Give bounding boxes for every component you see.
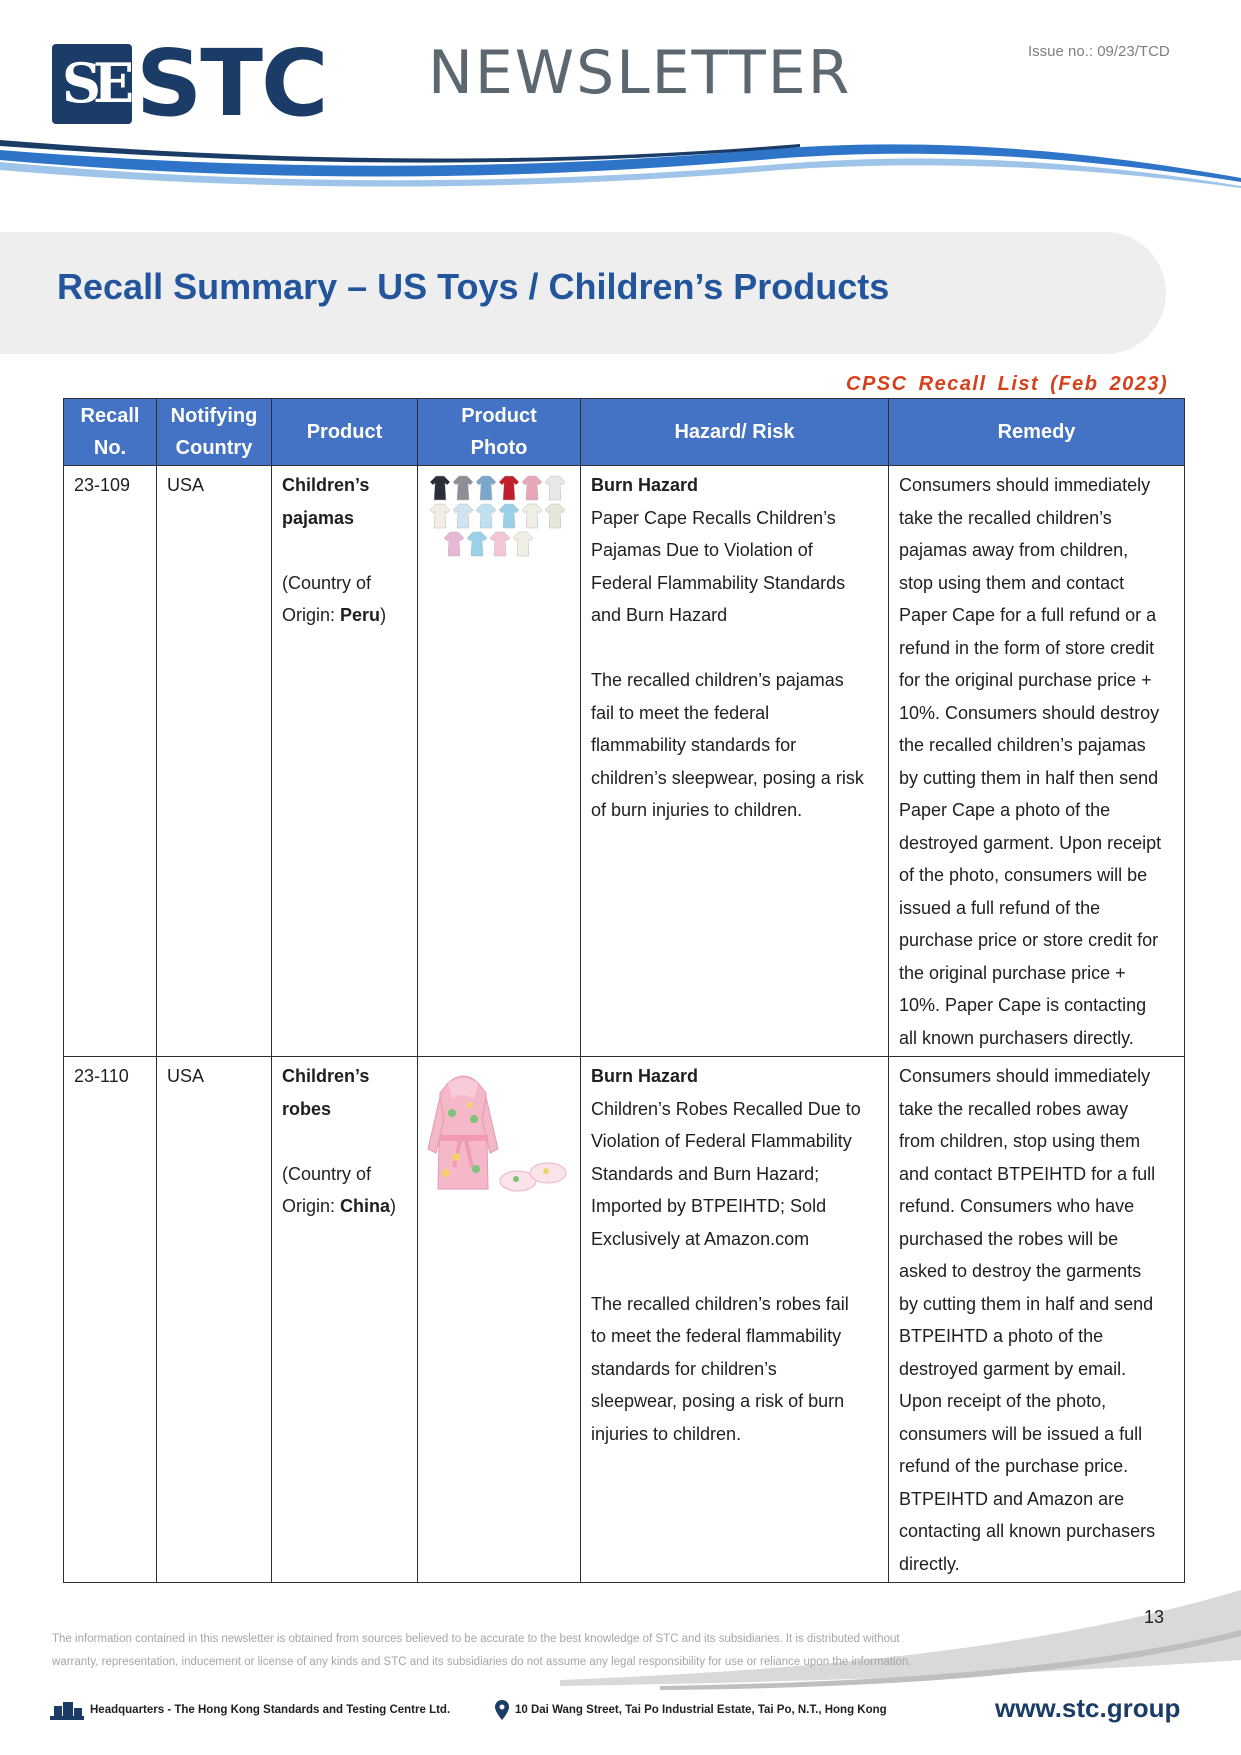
hazard-summary: Paper Cape Recalls Children’s Pajamas Due to Violation of Federal Flammability Standards and Burn Hazard bbox=[591, 507, 846, 625]
pajamas-photo bbox=[426, 472, 571, 560]
pajama-thumbnail bbox=[522, 476, 542, 500]
product-name: Children’s pajamas bbox=[282, 475, 370, 528]
product-cell bbox=[272, 466, 418, 1057]
pajama-thumbnail bbox=[467, 532, 487, 556]
stc-logo bbox=[52, 30, 352, 137]
pajama-thumbnail bbox=[444, 532, 464, 556]
recall-list-label: CPSC Recall List (Feb 2023) bbox=[846, 373, 1169, 395]
table-row bbox=[64, 466, 1185, 1057]
notifying-country: USA bbox=[157, 466, 272, 1057]
header-country: Notifying Country bbox=[157, 399, 272, 466]
pajama-thumbnail bbox=[545, 504, 565, 528]
disclaimer: The information contained in this newsletter is obtained from sources believed to be accurate to the best knowledge of STC and its subsidiaries. It is distributed without warranty, representation, inducement or license of any kinds and STC and its subsidiaries do not assume any legal responsibility for use or reliance upon the information. bbox=[52, 1633, 912, 1668]
hazard-cell bbox=[581, 466, 889, 1057]
notifying-country: USA bbox=[157, 1057, 272, 1583]
pajama-thumbnail bbox=[490, 532, 510, 556]
stc-emblem-icon: SE bbox=[52, 44, 132, 124]
pajama-thumbnail bbox=[453, 504, 473, 528]
header-hazard: Hazard/ Risk bbox=[581, 399, 889, 466]
hazard-detail: The recalled children’s pajamas fail to meet the federal flammability standards for children’s sleepwear, posing a risk of burn injuries to children. bbox=[591, 670, 864, 820]
country-of-origin: (Country of Origin: China) bbox=[282, 1163, 397, 1216]
pajama-thumbnail bbox=[499, 476, 519, 500]
product-cell bbox=[272, 1057, 418, 1583]
header-recall-no: Recall No. bbox=[64, 399, 157, 466]
pajama-thumbnail bbox=[430, 504, 450, 528]
newsletter-heading: NEWSLETTER bbox=[428, 38, 852, 108]
pajama-thumbnail bbox=[522, 504, 542, 528]
page-title: Recall Summary – US Toys / Children’s Products bbox=[57, 266, 890, 307]
pajama-thumbnail bbox=[476, 504, 496, 528]
hazard-title: Burn Hazard bbox=[591, 1066, 699, 1086]
header-product: Product bbox=[272, 399, 418, 466]
website-link[interactable]: www.stc.group bbox=[995, 1693, 1181, 1723]
pajama-thumbnail bbox=[545, 476, 565, 500]
recall-number: 23-110 bbox=[64, 1057, 157, 1583]
issue-number: Issue no.: 09/23/TCD bbox=[1028, 43, 1170, 60]
header-photo: Product Photo bbox=[418, 399, 581, 466]
header-remedy: Remedy bbox=[889, 399, 1185, 466]
headquarters: Headquarters - The Hong Kong Standards and Testing Centre Ltd. bbox=[50, 1700, 450, 1720]
hazard-detail: The recalled children’s robes fail to meet the federal flammability standards for children’s sleepwear, posing a risk of burn injuries to children. bbox=[591, 1293, 849, 1444]
hazard-title: Burn Hazard bbox=[591, 475, 699, 495]
product-photo-cell bbox=[418, 466, 581, 1057]
recall-number: 23-109 bbox=[64, 466, 157, 1057]
location-pin-icon bbox=[495, 1700, 509, 1720]
header-swoosh bbox=[0, 130, 1241, 200]
product-photo-cell bbox=[418, 1057, 581, 1583]
remedy-cell: Consumers should immediately take the recalled robes away from children, stop using them and contact BTPEIHTD for a full refund. Consumers who have purchased the robes will be asked to destroy the garments by cutting them in half and send BTPEIHTD a photo of the destroyed garment by email. Upon receipt of the photo, consumers will be issued a full refund of the purchase price. BTPEIHTD and Amazon are contacting all known purchasers directly. bbox=[889, 1057, 1185, 1583]
hazard-summary: Children’s Robes Recalled Due to Violation of Federal Flammability Standards and Burn Hazard; Imported by BTPEIHTD; Sold Exclusively at Amazon.com bbox=[591, 1098, 861, 1249]
pajama-thumbnail bbox=[513, 532, 533, 556]
pajama-thumbnail bbox=[453, 476, 473, 500]
address: 10 Dai Wang Street, Tai Po Industrial Estate, Tai Po, N.T., Hong Kong bbox=[495, 1700, 887, 1720]
building-icon bbox=[50, 1700, 84, 1720]
table-row bbox=[64, 1057, 1185, 1583]
hazard-cell bbox=[581, 1057, 889, 1583]
table-header-row bbox=[64, 399, 1185, 466]
logo-wordmark: STC bbox=[136, 30, 327, 137]
robe-photo bbox=[426, 1069, 571, 1209]
country-of-origin: (Country of Origin: Peru) bbox=[282, 572, 387, 625]
pajama-thumbnail bbox=[430, 476, 450, 500]
pajama-thumbnail bbox=[499, 504, 519, 528]
pajama-thumbnail bbox=[476, 476, 496, 500]
product-name: Children’s robes bbox=[282, 1066, 370, 1119]
remedy-cell: Consumers should immediately take the recalled children’s pajamas away from children, stop using them and contact Paper Cape for a full refund or a refund in the form of store credit for the original purchase price + 10%. Consumers should destroy the recalled children’s pajamas by cutting them in half then send Paper Cape a photo of the destroyed garment. Upon receipt of the photo, consumers will be issued a full refund of the purchase price or store credit for the original purchase price + 10%. Paper Cape is contacting all known purchasers directly. bbox=[889, 466, 1185, 1057]
recall-table bbox=[63, 398, 1185, 1583]
page-number: 13 bbox=[1144, 1607, 1165, 1627]
